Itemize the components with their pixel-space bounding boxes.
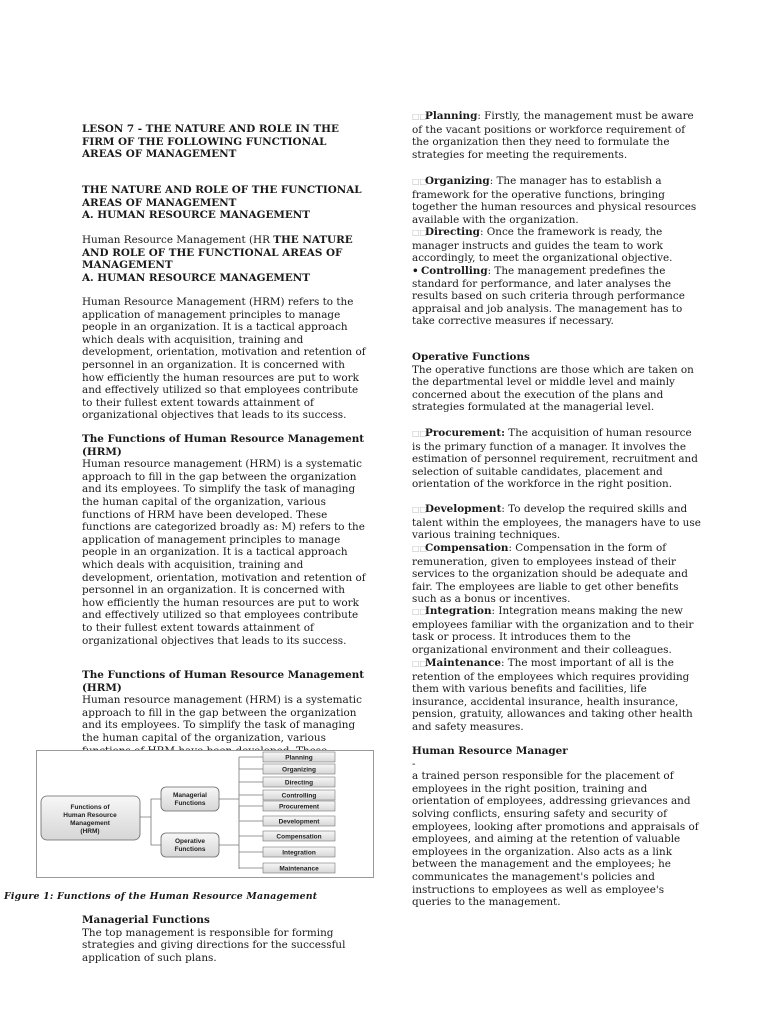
figure-caption: Figure 1: Functions of the Human Resource Management xyxy=(4,891,318,902)
functions-body: Human resource management (HRM) is a systematic approach to fill in the gap between the organization and its employees. To simplify the task of managing the human capital of the organization, various functions of HRM have been developed. These functions are categorized broadly as: M) refers to the application of management principles to manage people in an organization. It is a tactical approach which deals with acquisition, training and development, orientation, motivation and retention of personnel in an organization. It is concerned with how efficiently the human resources are put to work and effectively utilized so that employees contribute to their fullest extent towards attainment of organizational objectives that leads to its success. xyxy=(82,458,366,647)
svg-text:Development: Development xyxy=(278,818,320,826)
diagram-leaf-integration xyxy=(263,847,335,857)
compensation-item xyxy=(412,542,702,606)
integration-item xyxy=(412,605,702,656)
svg-text:Managerial: Managerial xyxy=(173,792,207,799)
svg-text:Functions: Functions xyxy=(174,800,206,807)
diagram-leaf-procurement xyxy=(263,801,335,811)
diagram-managerial-node xyxy=(161,787,219,811)
missing-glyph-bullet: □□ xyxy=(412,177,428,186)
svg-text:Organizing: Organizing xyxy=(282,766,316,774)
missing-glyph-bullet: □□ xyxy=(412,112,428,121)
planning-term: Planning xyxy=(425,110,478,122)
procurement-text: The acquisition of human resource is the primary function of a manager. It involves the estimation of personnel requirement, recruitment and selection of suitable candidates, placement and orientation of the workforce in the right position. xyxy=(412,427,698,491)
missing-glyph-bullet: □□ xyxy=(412,607,428,616)
hr-manager-body: a trained person responsible for the placement of employees in the right position, training and orientation of employees, addressing grievances and solving conflicts, ensuring safety and security of employees, looking after promotions and appraisals of employees, and aiming at the retention of valuable employees in the organization. Also acts as a link between the management and the employees; he communicates the management's policies and instructions to employees as well as employee's queries to the management. xyxy=(412,770,699,909)
hrm-definition: Human Resource Management (HRM) refers to the application of management principles to manage people in an organization. It is a tactical approach which deals with acquisition, training and development, orientation, motivation and retention of personnel in an organization. It is concerned with how efficiently the human resources are put to work and effectively utilized so that employees contribute to their fullest extent towards attainment of organizational objectives that leads to its success. xyxy=(82,296,366,422)
managerial-functions-heading: Managerial Functions xyxy=(82,914,210,926)
development-term: Development xyxy=(425,503,502,515)
section-heading xyxy=(82,184,368,222)
hr-manager-dash: - xyxy=(412,757,416,770)
diagram-leaf-compensation xyxy=(263,831,335,841)
diagram-leaf-planning xyxy=(263,752,335,762)
operative-functions-section xyxy=(412,351,702,414)
missing-glyph-bullet: □□ xyxy=(412,659,428,668)
svg-text:Compensation: Compensation xyxy=(276,833,322,841)
maintenance-text: : The most important of all is the retention of the employees which requires providing them with various benefits and facilities, life insurance, accidental insurance, health insurance, pension, gratuity, allowances and taking other health and safety measures. xyxy=(412,657,693,733)
functions-section-1 xyxy=(82,433,368,647)
missing-glyph-bullet: □□ xyxy=(412,429,428,438)
missing-glyph-bullet: □□ xyxy=(412,505,428,514)
controlling-term: Controlling xyxy=(421,265,488,277)
integration-text: : Integration means making the new employees familiar with the organization and to their task or process. It introduces them to the organizational environment and their colleagues. xyxy=(412,605,694,656)
controlling-item xyxy=(412,265,702,328)
diagram-leaf-organizing xyxy=(263,764,335,774)
managerial-functions-section xyxy=(82,914,368,964)
compensation-text: : Compensation in the form of remuneration, given to employees instead of their services to the organization should be adequate and fair. The employees are liable to get other benefits such as a bonus or incentives. xyxy=(412,542,688,606)
diagram-svg xyxy=(37,751,373,877)
svg-text:Functions: Functions xyxy=(174,846,206,853)
directing-text: : Once the framework is ready, the manager instructs and guides the team to work accordingly, to meet the organizational objective. xyxy=(412,226,673,265)
svg-text:Controlling: Controlling xyxy=(281,792,317,800)
svg-text:Planning: Planning xyxy=(285,754,313,762)
managerial-functions-body: The top management is responsible for forming strategies and giving directions for the successful application of such plans. xyxy=(82,926,346,964)
operative-functions-body: The operative functions are those which are taken on the departmental level or middle level and mainly concerned about the execution of the plans and strategies formulated at the managerial level. xyxy=(412,363,694,414)
controlling-text: : The management predefines the standard for performance, and later analyses the results based on such criteria through performance appraisal and job analysis. The management has to take corrective measures if necessary. xyxy=(412,265,685,328)
svg-text:Human Resource: Human Resource xyxy=(63,812,117,819)
maintenance-item xyxy=(412,657,702,734)
diagram-leaf-directing xyxy=(263,777,335,787)
functions-body: Human resource management (HRM) is a systematic approach to fill in the gap between the organization and its employees. To simplify the task of managing the human capital of the organization, various xyxy=(82,694,362,744)
svg-text:(HRM): (HRM) xyxy=(80,828,100,835)
functions-heading: The Functions of Human Resource Management (HRM) xyxy=(82,433,365,458)
missing-glyph-bullet: □□ xyxy=(412,228,428,237)
development-item xyxy=(412,503,702,542)
missing-glyph-bullet: □□ xyxy=(412,544,428,553)
lesson-title: LESON 7 - THE NATURE AND ROLE IN THE FIRM OF THE FOLLOWING FUNCTIONAL AREAS OF MANAGEMENT xyxy=(82,123,339,161)
section-heading-subtitle: A. HUMAN RESOURCE MANAGEMENT xyxy=(82,209,311,222)
development-text: : To develop the required skills and talent within the employees, the managers have to use various training techniques. xyxy=(412,503,701,542)
operative-functions-heading: Operative Functions xyxy=(412,351,530,363)
svg-text:Procurement: Procurement xyxy=(278,803,320,811)
diagram-leaf-development xyxy=(263,816,335,826)
duplicated-heading-title: THE NATURE AND ROLE OF THE FUNCTIONAL AREAS OF MANAGEMENT xyxy=(82,234,353,272)
compensation-term: Compensation xyxy=(425,542,509,554)
svg-text:Functions of: Functions of xyxy=(70,804,110,811)
svg-text:Maintenance: Maintenance xyxy=(279,865,319,873)
diagram-operative-node xyxy=(161,833,219,857)
integration-term: Integration xyxy=(425,605,492,617)
duplicated-heading xyxy=(82,234,368,284)
duplicated-heading-subtitle: A. HUMAN RESOURCE MANAGEMENT xyxy=(82,271,311,284)
diagram-root-node xyxy=(41,796,140,840)
procurement-term: Procurement: xyxy=(425,427,505,439)
hr-manager-heading: Human Resource Manager xyxy=(412,745,568,757)
hrm-functions-diagram xyxy=(36,750,374,878)
svg-text:Integration: Integration xyxy=(282,849,316,857)
planning-item xyxy=(412,110,702,161)
organizing-term: Organizing xyxy=(425,175,490,187)
functions-heading: The Functions of Human Resource Management (HRM) xyxy=(82,669,365,694)
organizing-text: : The manager has to establish a framework for the operative functions, bringing together the human resources and physical resources available with the organization. xyxy=(412,175,697,226)
controlling-bullet: • xyxy=(412,265,419,277)
duplicated-lead: Human Resource Management (HR xyxy=(82,234,274,246)
diagram-leaf-controlling xyxy=(263,790,335,800)
svg-text:Operative: Operative xyxy=(175,838,205,845)
procurement-item xyxy=(412,427,702,491)
svg-text:Directing: Directing xyxy=(284,779,314,787)
svg-text:Management: Management xyxy=(70,820,110,827)
hr-manager-section xyxy=(412,745,702,909)
directing-item xyxy=(412,226,702,265)
planning-text: : Firstly, the management must be aware of the vacant positions or workforce requirement of the organization then they need to formulate the strategies for meeting the requirements. xyxy=(412,110,694,161)
organizing-item xyxy=(412,175,702,226)
maintenance-term: Maintenance xyxy=(425,657,501,669)
directing-term: Directing xyxy=(425,226,480,238)
section-heading-title: THE NATURE AND ROLE OF THE FUNCTIONAL AREAS OF MANAGEMENT xyxy=(82,184,362,209)
diagram-leaf-maintenance xyxy=(263,863,335,873)
